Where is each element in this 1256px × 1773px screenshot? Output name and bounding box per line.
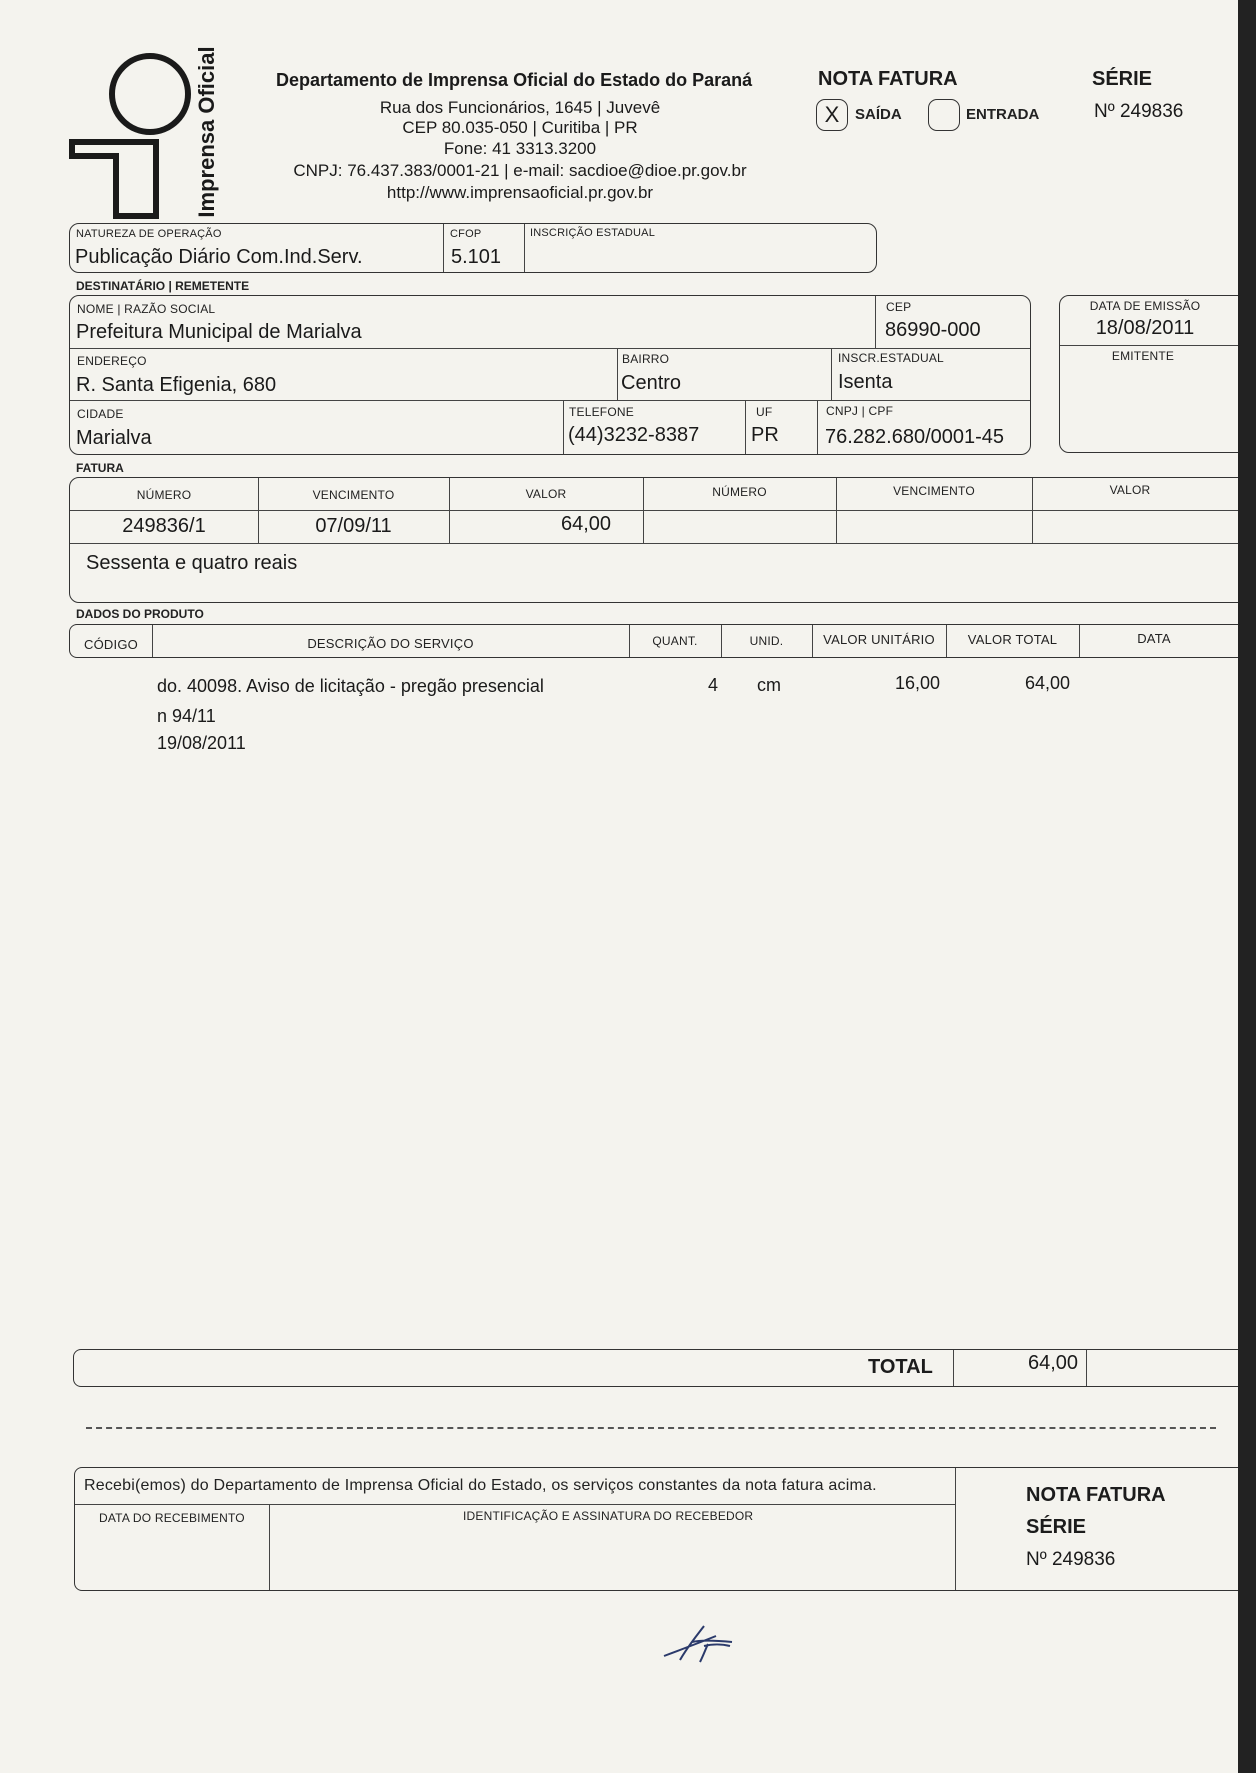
fatura-header-numero-1: NÚMERO [136, 488, 192, 502]
uf-label: UF [756, 405, 773, 419]
receipt-text: Recebi(emos) do Departamento de Imprensa Oficial do Estado, os serviços constantes da nota fatura acima. [84, 1477, 877, 1494]
fatura-header-vencimento-2: VENCIMENTO [893, 484, 975, 498]
fatura-section-label: FATURA [76, 461, 124, 475]
cep-label: CEP [886, 300, 912, 314]
logo-text: Imprensa Oficial [194, 46, 219, 218]
product-desc-line-1: do. 40098. Aviso de licitação - pregão presencial [157, 676, 544, 696]
receipt-date-label: DATA DO RECEBIMENTO [99, 1511, 245, 1525]
products-header-data: DATA [1137, 631, 1171, 646]
fatura-valor-value: 64,00 [561, 513, 612, 535]
cnpj-value: 76.282.680/0001-45 [825, 426, 1005, 448]
product-desc-line-2: n 94/11 [157, 706, 216, 726]
emitente-label: EMITENTE [1111, 349, 1175, 363]
fatura-header-valor-2: VALOR [1109, 483, 1151, 497]
receipt-serie-label: SÉRIE [1026, 1516, 1087, 1538]
issuer-url: http://www.imprensaoficial.pr.gov.br [386, 183, 654, 202]
telefone-value: (44)3232-8387 [568, 424, 700, 446]
product-unid: cm [757, 675, 781, 695]
receipt-sign-label: IDENTIFICAÇÃO E ASSINATURA DO RECEBEDOR [463, 1509, 754, 1523]
natureza-value: Publicação Diário Com.Ind.Serv. [75, 246, 363, 268]
product-quant: 4 [708, 675, 719, 695]
cfop-label: CFOP [450, 228, 482, 240]
total-value: 64,00 [1028, 1352, 1079, 1374]
fatura-header-numero-2: NÚMERO [712, 485, 767, 499]
saida-checkbox[interactable]: X [816, 99, 848, 131]
serie-label: SÉRIE [1092, 68, 1153, 90]
bairro-label: BAIRRO [622, 352, 670, 366]
cidade-label: CIDADE [77, 407, 124, 421]
scan-edge [1238, 0, 1256, 1773]
products-header-codigo: CÓDIGO [84, 637, 138, 652]
natureza-label: NATUREZA DE OPERAÇÃO [76, 228, 222, 240]
products-header-quant: QUANT. [652, 634, 698, 648]
inscricao-estadual-label: INSCRIÇÃO ESTADUAL [530, 227, 656, 239]
endereco-value: R. Santa Efigenia, 680 [76, 374, 277, 396]
cnpj-label: CNPJ | CPF [826, 404, 894, 418]
doc-title: NOTA FATURA [818, 68, 958, 90]
cut-line [86, 1427, 1216, 1429]
issuer-cep: CEP 80.035-050 | Curitiba | PR [402, 118, 638, 137]
fatura-numero-value: 249836/1 [122, 515, 206, 537]
product-unit-value: 16,00 [895, 673, 941, 693]
product-desc-line-3: 19/08/2011 [157, 733, 246, 753]
recipient-section-label: DESTINATÁRIO | REMETENTE [76, 279, 250, 293]
inscr-estadual-value: Isenta [838, 371, 893, 393]
cfop-value: 5.101 [451, 246, 502, 268]
endereco-label: ENDEREÇO [77, 354, 147, 368]
receipt-number: Nº 249836 [1026, 1549, 1116, 1570]
cep-value: 86990-000 [885, 319, 981, 341]
products-header-unid: UNID. [749, 634, 784, 648]
products-section-label: DADOS DO PRODUTO [76, 607, 204, 621]
inscr-estadual-label: INSCR.ESTADUAL [838, 351, 944, 365]
saida-label: SAÍDA [855, 106, 902, 123]
fatura-header-valor-1: VALOR [525, 487, 567, 501]
issuer-cnpj-email: CNPJ: 76.437.383/0001-21 | e-mail: sacdioe@dioe.pr.gov.br [293, 161, 747, 180]
signature-scribble [660, 1620, 740, 1666]
doc-number: Nº 249836 [1094, 101, 1184, 122]
products-header-valor-total: VALOR TOTAL [967, 632, 1058, 647]
total-label: TOTAL [868, 1356, 933, 1378]
uf-value: PR [751, 424, 779, 446]
cidade-value: Marialva [76, 427, 152, 449]
entrada-checkbox[interactable] [928, 99, 960, 131]
issuer-name: Departamento de Imprensa Oficial do Estado do Paraná [276, 70, 753, 90]
issuer-address: Rua dos Funcionários, 1645 | Juvevê [379, 98, 661, 117]
emission-date-label: DATA DE EMISSÃO [1089, 299, 1201, 313]
fatura-vencimento-value: 07/09/11 [315, 515, 392, 537]
telefone-label: TELEFONE [569, 405, 634, 419]
entrada-label: ENTRADA [966, 106, 1040, 123]
emission-date-value: 18/08/2011 [1095, 317, 1195, 339]
fatura-header-vencimento-1: VENCIMENTO [312, 488, 395, 502]
nome-value: Prefeitura Municipal de Marialva [76, 321, 362, 343]
product-total-value: 64,00 [1025, 673, 1071, 693]
bairro-value: Centro [621, 372, 682, 394]
nome-label: NOME | RAZÃO SOCIAL [77, 302, 216, 316]
receipt-title: NOTA FATURA [1026, 1484, 1166, 1506]
products-header-descricao: DESCRIÇÃO DO SERVIÇO [307, 636, 474, 651]
products-header-valor-unitario: VALOR UNITÁRIO [823, 632, 935, 647]
issuer-phone: Fone: 41 3313.3200 [443, 139, 597, 158]
fatura-extenso: Sessenta e quatro reais [86, 552, 298, 574]
